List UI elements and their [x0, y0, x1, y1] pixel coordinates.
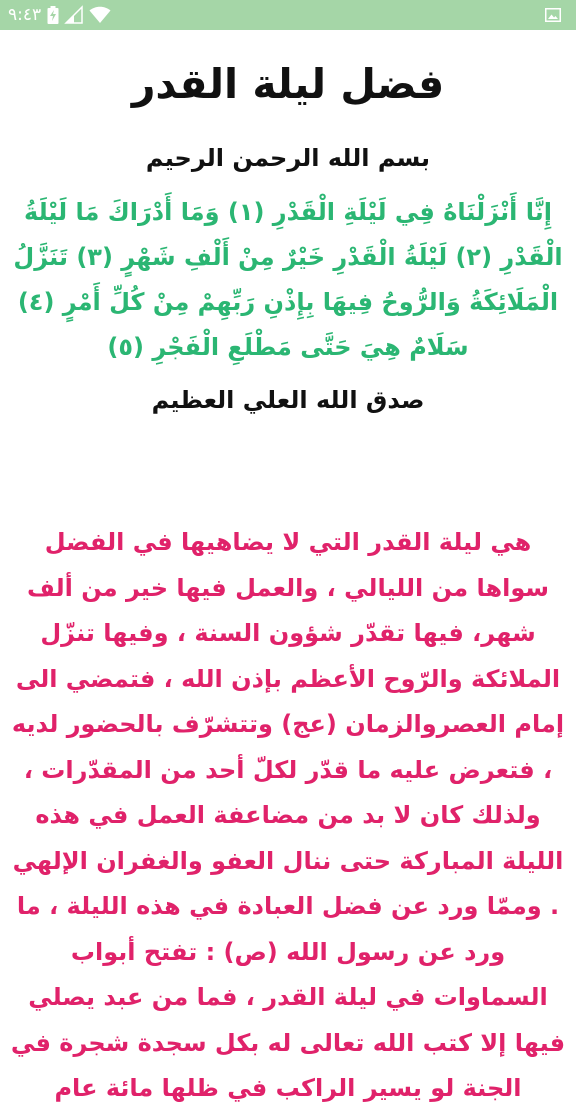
wifi-icon: [89, 6, 111, 24]
article-body-text: هي ليلة القدر التي لا يضاهيها في الفضل سواها من الليالي ، والعمل فيها خير من ألف شهر، فيها تقدّر شؤون السنة ، وفيها تنزّل الملائكة والرّوح الأعظم بإذن الله ، فتمضي الى إمام العصروالزمان (عج) وتتشرّف بالحضور لديه ، فتعرض عليه ما قدّر لكلّ أحد من المقدّرات ، ولذلك كان لا بد من مضاعفة العمل في هذه الليلة المباركة حتى ننال العفو والغفران الإلهي . وممّا ورد عن فضل العبادة في هذه الليلة ، ما ورد عن رسول الله (ص) : تفتح أبواب السماوات في ليلة القدر ، فما من عبد يصلي فيها إلا كتب الله تعالى له بكل سجدة شجرة في الجنة لو يسير الراكب في ظلها مائة عام: [10, 528, 566, 1102]
status-bar: [0, 0, 576, 30]
page-title: فضل ليلة القدر: [131, 60, 445, 108]
signal-icon: [65, 6, 83, 24]
image-notification-icon: [544, 6, 562, 24]
quran-verses-text: إِنَّا أَنْزَلْنَاهُ فِي لَيْلَةِ الْقَدْرِ (١) وَمَا أَدْرَاكَ مَا لَيْلَةُ الْقَدْرِ (٢) لَيْلَةُ الْقَدْرِ خَيْرٌ مِنْ أَلْفِ شَهْرٍ (٣) تَنَزَّلُ الْمَلَائِكَةُ وَالرُّوحُ فِيهَا بِإِذْنِ رَبِّهِمْ مِنْ كُلِّ أَمْرٍ (٤) سَلَامٌ هِيَ حَتَّى مَطْلَعِ الْفَجْرِ (٥): [13, 198, 563, 361]
closing-text: صدق الله العلي العظيم: [151, 386, 425, 414]
basmala-text: بسم الله الرحمن الرحيم: [145, 144, 431, 172]
status-time: ٩:٤٣: [8, 5, 42, 25]
article-content[interactable]: [0, 30, 576, 1102]
status-icons-group: [8, 0, 111, 30]
battery-charging-icon: [47, 6, 59, 24]
